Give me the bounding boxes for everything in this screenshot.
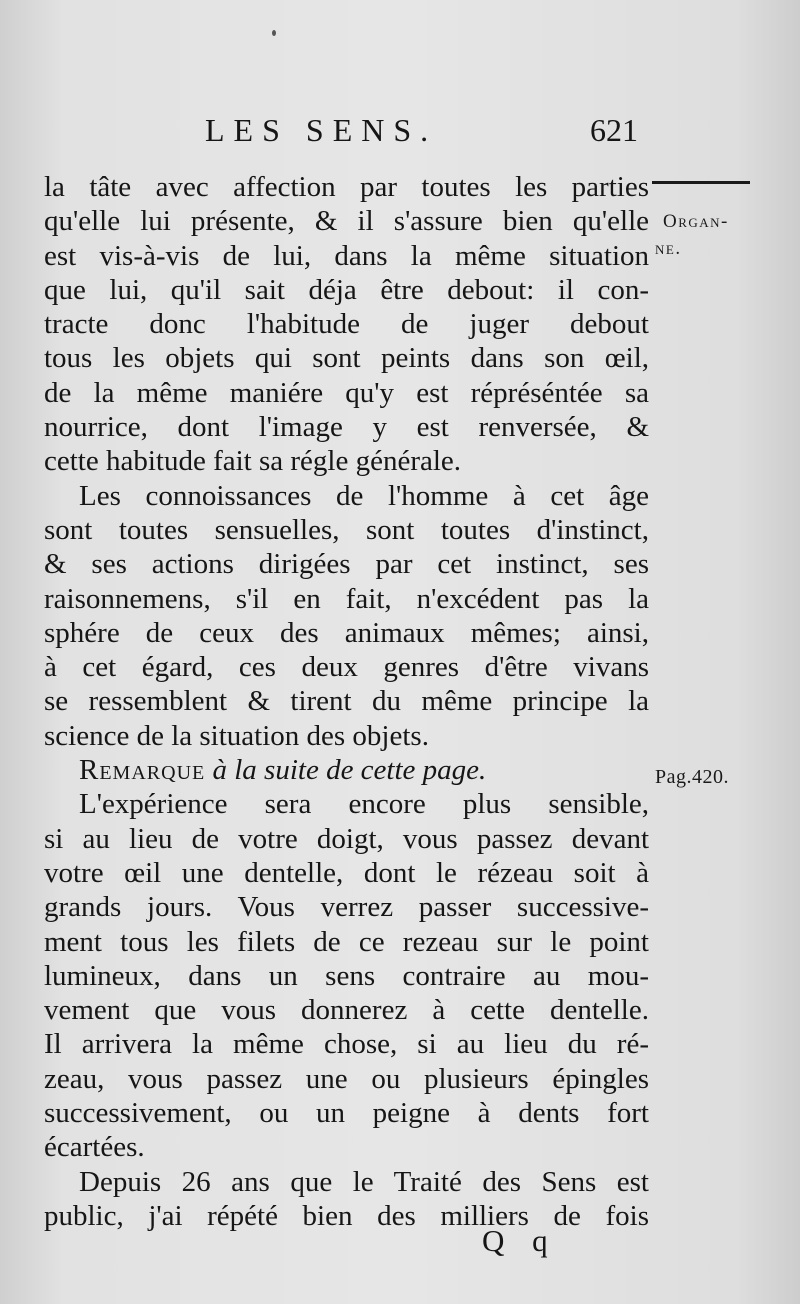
- text-line: successivement, ou un peigne à dents fort: [44, 1097, 649, 1130]
- text-line: science de la situation des objets.: [44, 719, 429, 752]
- text-line: tous les objets qui sont peints dans son œil,: [44, 342, 649, 375]
- remark-heading: [44, 753, 649, 787]
- margin-rule: [652, 181, 750, 184]
- margin-note-page-ref: Pag.420.: [655, 766, 729, 788]
- text-line: écartées.: [44, 1131, 145, 1164]
- text-line: qu'elle lui présente, & il s'assure bien qu'elle: [44, 205, 649, 238]
- text-line: raisonnemens, s'il en fait, n'excédent pas la: [44, 582, 649, 615]
- remark-subtitle: à la suite de cette page.: [212, 754, 487, 787]
- running-head: LES SENS.: [205, 112, 438, 148]
- text-line: & ses actions dirigées par cet instinct, ses: [44, 548, 649, 581]
- text-line: ment tous les filets de ce rezeau sur le point: [44, 925, 649, 958]
- text-line: cette habitude fait sa régle générale.: [44, 445, 462, 478]
- signature-mark: Q q: [482, 1223, 558, 1258]
- text-line: sphére de ceux des animaux mêmes; ainsi,: [44, 616, 649, 649]
- text-line: à cet égard, ces deux genres d'être vivans: [44, 651, 649, 684]
- text-line: zeau, vous passez une ou plusieurs épingles: [44, 1062, 649, 1095]
- text-line: tracte donc l'habitude de juger debout: [44, 308, 649, 341]
- text-line: si au lieu de votre doigt, vous passez devant: [44, 822, 649, 855]
- text-line: vement que vous donnerez à cette dentelle.: [44, 994, 649, 1027]
- page-number: 621: [590, 112, 638, 148]
- text-line: sont toutes sensuelles, sont toutes d'instinct,: [44, 513, 649, 546]
- ink-speck: [272, 30, 276, 36]
- text-line: de la même maniére qu'y est répréséntée sa: [44, 376, 649, 409]
- body-text: [44, 170, 649, 1233]
- text-line: grands jours. Vous verrez passer successive-: [44, 891, 649, 924]
- text-line: public, j'ai répété bien des milliers de fois: [44, 1199, 649, 1232]
- text-line: se ressemblent & tirent du même principe la: [44, 685, 649, 718]
- remark-label: Remarque: [79, 754, 206, 787]
- text-line: est vis-à-vis de lui, dans la même situation: [44, 239, 649, 272]
- text-line: Depuis 26 ans que le Traité des Sens est: [79, 1165, 649, 1198]
- text-line: nourrice, dont l'image y est renversée, &: [44, 411, 649, 444]
- margin-note-organe: Organ-: [663, 211, 729, 232]
- text-line: Les connoissances de l'homme à cet âge: [79, 479, 649, 512]
- margin-note-organe-cont: ne.: [655, 238, 682, 259]
- text-line: la tâte avec affection par toutes les parties: [44, 171, 649, 203]
- text-line: lumineux, dans un sens contraire au mou-: [44, 959, 649, 992]
- text-line: L'expérience sera encore plus sensible,: [79, 788, 649, 821]
- text-line: que lui, qu'il sait déja être debout: il con-: [44, 273, 649, 306]
- text-line: Il arrivera la même chose, si au lieu du ré-: [44, 1028, 649, 1061]
- text-line: votre œil une dentelle, dont le rézeau soit à: [44, 856, 649, 889]
